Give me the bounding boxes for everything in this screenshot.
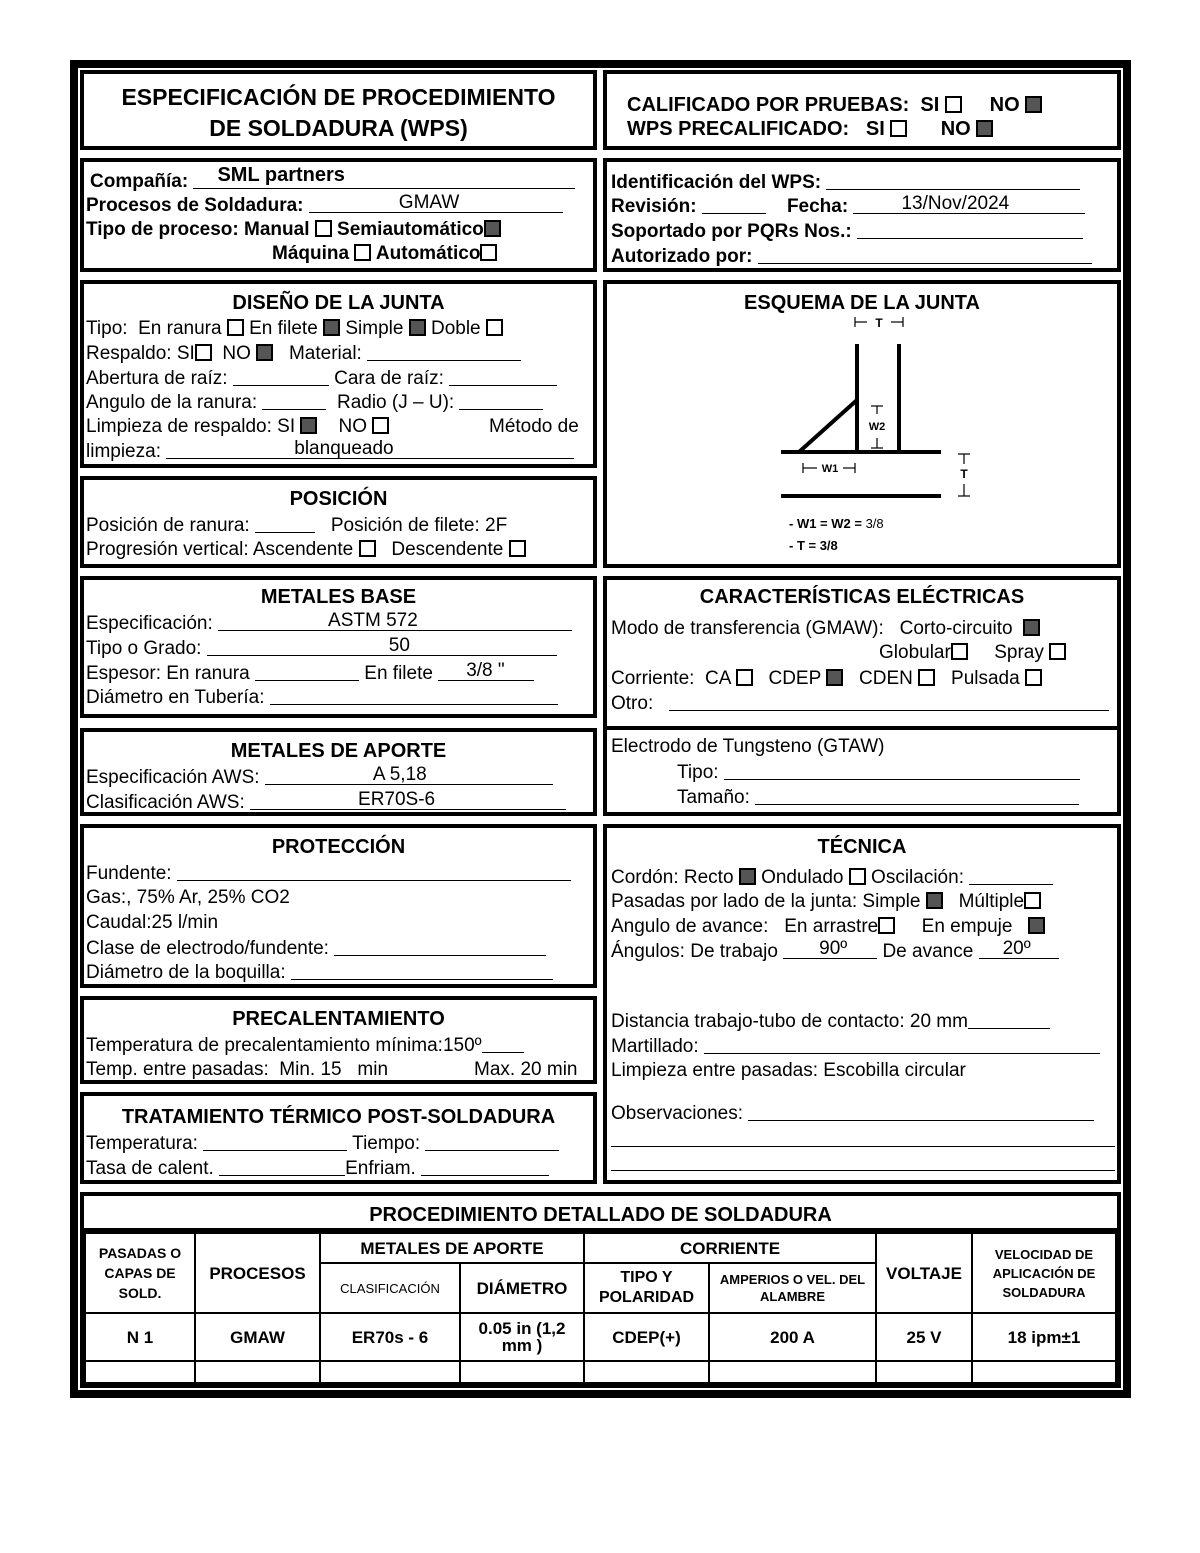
- mb-diametro-field[interactable]: [270, 686, 558, 705]
- cdep-checkbox[interactable]: [826, 669, 843, 686]
- aporte-clasificacion-label: Clasificación AWS:: [86, 792, 245, 813]
- table-row: [85, 1361, 1116, 1383]
- diametro-boquilla-label: Diámetro de la boquilla:: [86, 962, 286, 983]
- ident-field[interactable]: [826, 171, 1080, 190]
- posicion-ranura-label: Posición de ranura:: [86, 515, 250, 536]
- ca-label: CA: [704, 668, 731, 689]
- manual-label: Manual: [244, 219, 310, 240]
- empty-cell[interactable]: [85, 1361, 195, 1383]
- aporte-header: METALES DE APORTE: [230, 740, 447, 762]
- limpieza-pasadas-text: Limpieza entre pasadas: Escobilla circular: [611, 1060, 966, 1081]
- arrastre-label: En arrastre: [784, 916, 879, 937]
- mb-especificacion-field[interactable]: [218, 612, 572, 631]
- abertura-field[interactable]: [233, 367, 329, 386]
- mb-espesor-label: Espesor: En ranura: [86, 663, 250, 684]
- trabajo-field[interactable]: [783, 940, 877, 959]
- proteccion-header: PROTECCIÓN: [271, 836, 406, 858]
- otro-field[interactable]: [669, 692, 1109, 711]
- progresion-label: Progresión vertical:: [86, 539, 249, 560]
- aporte-especificacion-label: Especificación AWS:: [86, 767, 260, 788]
- limpieza-respaldo-label: Limpieza de respaldo:: [86, 416, 272, 437]
- col-diametro: DIÁMETRO: [460, 1263, 584, 1313]
- title-box: [80, 70, 597, 150]
- distancia-field[interactable]: [968, 1010, 1050, 1029]
- enfriam-field[interactable]: [421, 1157, 549, 1176]
- metales-base-box: [80, 576, 597, 718]
- avance-field[interactable]: [979, 940, 1059, 959]
- tipo-proceso-label: Tipo de proceso:: [86, 219, 239, 240]
- no-label: NO: [940, 118, 971, 140]
- no-label: NO: [989, 94, 1020, 116]
- cell-amperios: 200 A: [709, 1313, 876, 1361]
- material-label: Material:: [288, 343, 362, 364]
- title-line-2: DE SOLDADURA (WPS): [209, 115, 468, 141]
- angulo-avance-label: Angulo de avance:: [611, 916, 769, 937]
- compania-value: SML partners: [217, 164, 345, 186]
- pulsada-checkbox[interactable]: [1025, 669, 1042, 686]
- pulsada-label: Pulsada: [951, 668, 1020, 689]
- cell-clasificacion: ER70s - 6: [320, 1313, 460, 1361]
- observaciones-field[interactable]: [748, 1102, 1094, 1121]
- tratamiento-tiempo-label: Tiempo:: [352, 1133, 421, 1154]
- compania-label: Compañía:: [90, 171, 189, 192]
- tratamiento-header: TRATAMIENTO TÉRMICO POST-SOLDADURA: [121, 1106, 556, 1128]
- w2-label: W2: [868, 421, 886, 433]
- observaciones-label: Observaciones:: [611, 1103, 744, 1124]
- mb-especificacion-label: Especificación:: [86, 613, 213, 634]
- descendente-label: Descendente: [391, 539, 504, 560]
- empty-cell[interactable]: [320, 1361, 460, 1383]
- aporte-clasificacion-value: ER70S-6: [358, 789, 436, 810]
- electrodo-tamano-label: Tamaño:: [677, 787, 750, 808]
- avance-value: 20º: [1002, 938, 1031, 959]
- metales-base-header: METALES BASE: [260, 586, 417, 608]
- oscilacion-field[interactable]: [969, 866, 1053, 885]
- max-text: Max. 20 min: [474, 1059, 578, 1080]
- entre-pasadas-text: Temp. entre pasadas: Min. 15 min: [86, 1059, 389, 1080]
- pqr-label: Soportado por PQRs Nos.:: [611, 221, 852, 242]
- respaldo-no-label: NO: [222, 343, 251, 364]
- mb-tipo-field[interactable]: [207, 637, 557, 656]
- empty-cell[interactable]: [195, 1361, 320, 1383]
- col-voltaje: VOLTAJE: [876, 1233, 972, 1313]
- electrodo-label: Electrodo de Tungsteno (GTAW): [611, 736, 885, 757]
- col-clasificacion: CLASIFICACIÓN: [320, 1263, 460, 1313]
- en-filete-label: En filete: [249, 318, 318, 339]
- respaldo-no-checkbox[interactable]: [256, 344, 273, 361]
- ident-label: Identificación del WPS:: [611, 172, 822, 193]
- limpieza-si-label: SI: [277, 416, 296, 437]
- doble-checkbox[interactable]: [486, 319, 503, 336]
- tratamiento-tiempo-field[interactable]: [425, 1132, 559, 1151]
- procedure-table: [84, 1232, 1117, 1384]
- qualification-box: [603, 70, 1121, 150]
- mb-tipo-label: Tipo o Grado:: [86, 638, 202, 659]
- revision-field[interactable]: [702, 195, 766, 214]
- table-row: [85, 1313, 1116, 1361]
- cdep-label: CDEP: [768, 668, 821, 689]
- limpieza-si-checkbox[interactable]: [300, 417, 317, 434]
- multiple-checkbox[interactable]: [1024, 892, 1041, 909]
- sketch-note-1-prefix: - W1 = W2 =: [789, 516, 866, 531]
- globular-checkbox[interactable]: [951, 643, 968, 660]
- revision-label: Revisión:: [611, 196, 697, 217]
- limpieza-no-checkbox[interactable]: [372, 417, 389, 434]
- cden-label: CDEN: [859, 668, 913, 689]
- en-filete-checkbox[interactable]: [323, 319, 340, 336]
- empty-cell[interactable]: [972, 1361, 1116, 1383]
- gas-text: Gas:, 75% Ar, 25% CO2: [86, 887, 290, 908]
- mb-especificacion-value: ASTM 572: [328, 610, 418, 631]
- cell-pasada: N 1: [85, 1313, 195, 1361]
- calificado-label: CALIFICADO POR PRUEBAS:: [627, 94, 910, 116]
- martillado-label: Martillado:: [611, 1036, 699, 1057]
- calificado-no-checkbox[interactable]: [1025, 96, 1042, 113]
- calificado-si-checkbox[interactable]: [945, 96, 962, 113]
- tasa-field[interactable]: [219, 1157, 345, 1176]
- corriente-label: Corriente:: [611, 668, 695, 689]
- manual-checkbox[interactable]: [315, 220, 332, 237]
- aporte-especificacion-value: A 5,18: [372, 764, 427, 785]
- fillet-weld-face: [799, 400, 857, 452]
- ondulado-checkbox[interactable]: [849, 868, 866, 885]
- radio-field[interactable]: [459, 391, 543, 410]
- sketch-note-1: [789, 516, 884, 531]
- angulo-ranura-field[interactable]: [262, 391, 326, 410]
- aporte-box: [80, 728, 597, 816]
- precalentamiento-box: [80, 996, 597, 1084]
- col-pasadas: PASADAS O CAPAS DE SOLD.: [85, 1233, 195, 1313]
- tratamiento-box: [80, 1092, 597, 1184]
- pqr-field[interactable]: [857, 220, 1083, 239]
- aporte-especificacion-field[interactable]: [265, 766, 553, 785]
- empty-cell[interactable]: [876, 1361, 972, 1383]
- electrodo-tipo-label: Tipo:: [677, 762, 719, 783]
- table-header-row: [85, 1233, 1116, 1263]
- angulo-ranura-label: Angulo de la ranura:: [86, 392, 258, 413]
- limpieza-no-label: NO: [338, 416, 368, 437]
- maquina-label: Máquina: [272, 243, 350, 264]
- autorizado-label: Autorizado por:: [611, 246, 753, 267]
- col-procesos: PROCESOS: [195, 1233, 320, 1313]
- electricas-header: CARACTERÍSTICAS ELÉCTRICAS: [699, 586, 1025, 608]
- automatico-label: Automático: [375, 243, 481, 264]
- trabajo-value: 90º: [819, 938, 848, 959]
- observaciones-line-3[interactable]: [611, 1170, 1115, 1171]
- joint-sketch: [607, 316, 1117, 566]
- precalificado-si-checkbox[interactable]: [890, 120, 907, 137]
- wps-id-box: [603, 158, 1121, 272]
- limpieza-field[interactable]: [166, 440, 574, 459]
- multiple-label: Múltiple: [958, 891, 1025, 912]
- ascendente-checkbox[interactable]: [359, 540, 376, 557]
- cell-proceso: GMAW: [195, 1313, 320, 1361]
- radio-label: Radio (J – U):: [336, 392, 455, 413]
- arrastre-checkbox[interactable]: [878, 917, 895, 934]
- angulos-label: Ángulos: De trabajo: [611, 941, 778, 962]
- electricas-divider: [603, 726, 1121, 730]
- posicion-ranura-field[interactable]: [255, 514, 315, 533]
- maquina-checkbox[interactable]: [354, 244, 371, 261]
- electrodo-tamano-field[interactable]: [755, 786, 1079, 805]
- corto-label: Corto-circuito: [899, 618, 1013, 639]
- col-tipo-polaridad: TIPO Y POLARIDAD: [584, 1263, 709, 1313]
- tasa-label: Tasa de calent.: [86, 1158, 214, 1179]
- pasadas-label: Pasadas por lado de la junta: Simple: [611, 891, 921, 912]
- proteccion-box: [80, 824, 597, 988]
- distancia-label: Distancia trabajo-tubo de contacto: 20 mm: [611, 1011, 968, 1032]
- ascendente-label: Ascendente: [252, 539, 354, 560]
- semiautomatico-checkbox[interactable]: [484, 220, 501, 237]
- cell-diametro: 0.05 in (1,2 mm ): [460, 1313, 584, 1361]
- en-ranura-checkbox[interactable]: [227, 319, 244, 336]
- empty-cell[interactable]: [584, 1361, 709, 1383]
- company-box: [80, 158, 597, 272]
- observaciones-line-2[interactable]: [611, 1146, 1115, 1147]
- tratamiento-temperatura-label: Temperatura:: [86, 1133, 198, 1154]
- electrodo-tipo-field[interactable]: [724, 761, 1080, 780]
- tipo-label: Tipo:: [86, 318, 128, 339]
- col-velocidad: VELOCIDAD DE APLICACIÓN DE SOLDADURA: [972, 1233, 1116, 1313]
- precal-temp-label: Temperatura de precalentamiento mínima:150º: [86, 1035, 482, 1056]
- precalificado-label: WPS PRECALIFICADO:: [627, 118, 850, 140]
- cara-label: Cara de raíz:: [334, 368, 444, 389]
- page-title: [84, 82, 593, 144]
- t-plate-label: T: [960, 467, 968, 481]
- col-metales-aporte: METALES DE APORTE: [320, 1233, 584, 1263]
- title-line-1: ESPECIFICACIÓN DE PROCEDIMIENTO: [121, 84, 556, 110]
- sketch-note-2: - T = 3/8: [789, 538, 838, 553]
- procesos-field[interactable]: [309, 194, 563, 213]
- precal-temp-field[interactable]: [482, 1034, 524, 1053]
- mb-espesor-field[interactable]: [255, 662, 359, 681]
- respaldo-label: Respaldo:: [86, 343, 172, 364]
- descendente-checkbox[interactable]: [509, 540, 526, 557]
- diametro-boquilla-field[interactable]: [291, 961, 553, 980]
- fundente-label: Fundente:: [86, 863, 172, 884]
- respaldo-si-checkbox[interactable]: [195, 344, 212, 361]
- caudal-text: Caudal:25 l/min: [86, 912, 219, 933]
- clase-electrodo-field[interactable]: [334, 937, 546, 956]
- w1-label: W1: [821, 463, 839, 475]
- precalentamiento-header: PRECALENTAMIENTO: [232, 1008, 445, 1030]
- compania-field[interactable]: [193, 164, 575, 189]
- semiautomatico-label: Semiautomático: [337, 219, 484, 240]
- diseno-header: DISEÑO DE LA JUNTA: [232, 292, 445, 314]
- procedimiento-box: [80, 1192, 1121, 1388]
- en-ranura-label: En ranura: [138, 318, 222, 339]
- mb-filete-value: 3/8 ": [466, 660, 505, 681]
- cell-voltaje: 25 V: [876, 1313, 972, 1361]
- otro-label: Otro:: [611, 693, 654, 714]
- si-label: SI: [865, 118, 885, 140]
- posicion-header: POSICIÓN: [289, 488, 388, 510]
- mb-filete-field[interactable]: [438, 662, 534, 681]
- tratamiento-temperatura-field[interactable]: [203, 1132, 347, 1151]
- cell-tipo: CDEP(+): [584, 1313, 709, 1361]
- doble-label: Doble: [430, 318, 481, 339]
- empuje-checkbox[interactable]: [1028, 917, 1045, 934]
- ondulado-label: Ondulado: [761, 867, 844, 888]
- autorizado-field[interactable]: [758, 245, 1092, 264]
- posicion-filete-label: Posición de filete:: [330, 515, 480, 536]
- simple-pasada-checkbox[interactable]: [926, 892, 943, 909]
- posicion-filete-value: 2F: [485, 515, 508, 536]
- col-amperios: AMPERIOS O VEL. DEL ALAMBRE: [709, 1263, 876, 1313]
- mb-diametro-label: Diámetro en Tubería:: [86, 687, 265, 708]
- sketch-note-1-value: 3/8: [865, 516, 884, 531]
- empty-cell[interactable]: [460, 1361, 584, 1383]
- posicion-box: [80, 476, 597, 568]
- procedimiento-header: PROCEDIMIENTO DETALLADO DE SOLDADURA: [369, 1204, 832, 1226]
- material-field[interactable]: [367, 342, 521, 361]
- empuje-label: En empuje: [921, 916, 1013, 937]
- procesos-value: GMAW: [398, 192, 460, 213]
- enfriam-label: Enfriam.: [345, 1158, 416, 1179]
- esquema-header: ESQUEMA DE LA JUNTA: [744, 292, 980, 314]
- diseno-box: [80, 280, 597, 468]
- empty-cell[interactable]: [709, 1361, 876, 1383]
- metodo-label: Método de: [489, 416, 579, 437]
- respaldo-si-label: SI: [176, 343, 195, 364]
- globular-label: Globular: [879, 642, 951, 663]
- de-avance-label: De avance: [882, 941, 974, 962]
- fecha-label: Fecha:: [786, 196, 849, 217]
- aporte-clasificacion-field[interactable]: [250, 791, 566, 810]
- tecnica-box: [603, 824, 1121, 1184]
- simple-label: Simple: [345, 318, 404, 339]
- abertura-label: Abertura de raíz:: [86, 368, 228, 389]
- procesos-label: Procesos de Soldadura:: [86, 195, 304, 216]
- ca-checkbox[interactable]: [736, 669, 753, 686]
- mb-tipo-value: 50: [388, 635, 410, 656]
- recto-checkbox[interactable]: [739, 868, 756, 885]
- limpieza-value: blanqueado: [294, 438, 394, 459]
- modo-label: Modo de transferencia (GMAW):: [611, 618, 884, 639]
- cden-checkbox[interactable]: [918, 669, 935, 686]
- spray-label: Spray: [994, 642, 1044, 663]
- simple-checkbox[interactable]: [409, 319, 426, 336]
- clase-electrodo-label: Clase de electrodo/fundente:: [86, 938, 329, 959]
- cara-field[interactable]: [449, 367, 557, 386]
- mb-en-filete-label: En filete: [364, 663, 433, 684]
- tecnica-header: TÉCNICA: [817, 836, 907, 858]
- spray-checkbox[interactable]: [1049, 643, 1066, 660]
- fecha-value: 13/Nov/2024: [901, 193, 1010, 214]
- cell-velocidad: 18 ipm±1: [972, 1313, 1116, 1361]
- fecha-field[interactable]: [853, 195, 1085, 214]
- oscilacion-label: Oscilación:: [871, 867, 964, 888]
- fundente-field[interactable]: [177, 862, 571, 881]
- electricas-box: [603, 576, 1121, 816]
- si-label: SI: [920, 94, 940, 116]
- automatico-checkbox[interactable]: [480, 244, 497, 261]
- esquema-box: [603, 280, 1121, 568]
- martillado-field[interactable]: [704, 1035, 1100, 1054]
- col-corriente: CORRIENTE: [584, 1233, 876, 1263]
- t-dim-label: T: [875, 316, 883, 330]
- precalificado-no-checkbox[interactable]: [976, 120, 993, 137]
- limpieza-label: limpieza:: [86, 441, 161, 462]
- corto-checkbox[interactable]: [1023, 619, 1040, 636]
- cordon-label: Cordón: Recto: [611, 867, 734, 888]
